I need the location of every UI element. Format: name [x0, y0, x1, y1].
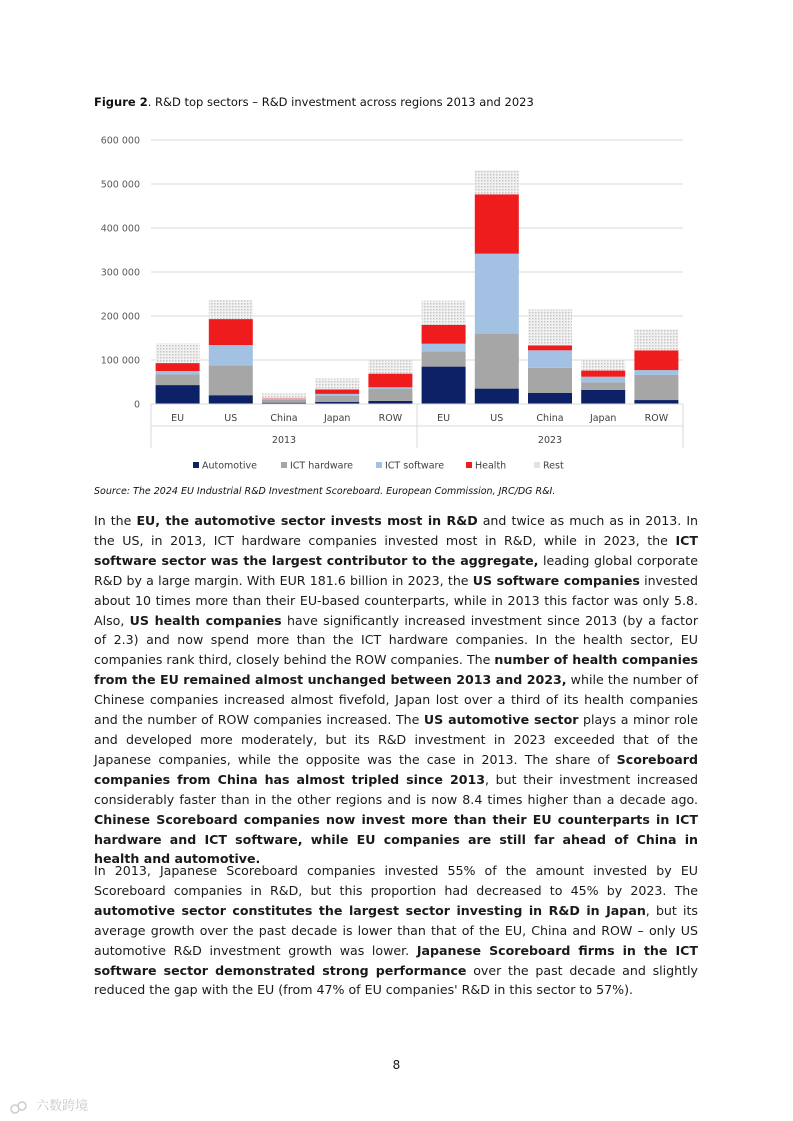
bar-segment-rest [315, 378, 359, 389]
legend-swatch [281, 462, 287, 468]
bar-segment-ict-software [368, 387, 412, 389]
bar-segment-ict-hardware [528, 368, 572, 393]
text-span: invested about 10 times more than their EU-based counterparts, while in 2013 this factor was only 5.8. Also, [94, 572, 698, 628]
y-tick-label: 600 000 [100, 135, 140, 147]
x-tick-label: China [270, 413, 298, 424]
x-group-label: 2013 [271, 435, 297, 446]
legend-label: ICT software [385, 460, 445, 472]
bar-segment-ict-software [581, 377, 625, 383]
bar-segment-ict-hardware [368, 389, 412, 401]
bar-segment-rest [262, 393, 306, 398]
bar-segment-ict-software [156, 371, 200, 375]
bar-segment-automotive [528, 393, 572, 404]
bar-segment-rest [475, 170, 519, 194]
bar-segment-ict-hardware [262, 400, 306, 403]
watermark [10, 1095, 88, 1114]
x-group-label: 2023 [537, 435, 563, 446]
figure-title [94, 95, 534, 109]
legend-label: Rest [543, 460, 564, 472]
x-tick-label: ROW [378, 413, 403, 424]
bar-segment-health [422, 325, 466, 344]
text-span: over the past decade and slightly reduced the gap with the EU (from 47% of EU companies' R&D in this sector to 57%). [94, 962, 698, 998]
x-tick-label: Japan [323, 413, 351, 424]
text-span: In the [94, 513, 137, 528]
bar-segment-rest [581, 359, 625, 371]
legend-swatch [376, 462, 382, 468]
y-tick-label: 400 000 [100, 223, 140, 235]
watermark-text: 六数跨境 [36, 1099, 89, 1114]
figure-caption: . R&D top sectors – R&D investment across regions 2013 and 2023 [147, 95, 534, 109]
bar-segment-ict-hardware [209, 365, 253, 395]
x-tick-label: EU [171, 413, 185, 424]
text-bold: automotive sector constitutes the largest sector investing in R&D in Japan [94, 902, 646, 918]
bar-segment-ict-software [262, 399, 306, 400]
text-span: , but its average growth over the past decade is lower than that of the EU, China and ROW – only US automotive R&D investment growth was lower. [94, 902, 698, 958]
text-bold: Japanese Scoreboard firms in the ICT software sector demonstrated strong performance [94, 942, 698, 978]
bar-segment-ict-hardware [315, 396, 359, 402]
paragraph-2 [94, 861, 698, 1000]
figure-label: Figure 2 [94, 95, 148, 109]
text-span: and twice as much as in 2013. In the US, in 2013, ICT hardware companies invested most in R&D, while in 2023, the [94, 513, 699, 548]
text-bold: Chinese Scoreboard companies now invest more than their EU counterparts in ICT hardware and ICT software, while EU companies are still far ahead of China in health and automotive. [94, 811, 698, 867]
bars [156, 170, 679, 404]
bar-segment-ict-software [528, 350, 572, 368]
legend-label: Automotive [202, 460, 257, 472]
text-span: plays a minor role and developed more moderately, but its R&D investment in 2023 exceeded that of the Japanese companies, while the opposite was the case in 2013. The share of [94, 712, 698, 767]
y-tick-label: 100 000 [100, 355, 140, 367]
bar-segment-health [209, 319, 253, 345]
legend-label: Health [475, 460, 507, 472]
bar-segment-automotive [209, 395, 253, 404]
bar-segment-ict-software [209, 345, 253, 365]
bar-segment-ict-software [634, 370, 678, 375]
y-tick-label: 200 000 [100, 311, 140, 323]
legend-swatch [193, 462, 199, 468]
text-span: , but their investment increased considerably faster than in the other regions and is now 8.4 times higher than a decade ago. [94, 771, 698, 807]
y-axis-ticks [101, 136, 140, 411]
bar-segment-ict-hardware [422, 351, 466, 366]
watermark-logo-icon [10, 1100, 32, 1114]
x-tick-label: China [536, 413, 564, 424]
bar-segment-rest [368, 360, 412, 373]
bar-segment-ict-hardware [581, 382, 625, 389]
text-span: leading global corporate R&D by a large margin. With EUR 181.6 billion in 2023, the [94, 552, 698, 588]
bar-segment-rest [634, 329, 678, 350]
bar-segment-health [581, 371, 625, 377]
bar-segment-rest [156, 343, 200, 363]
x-tick-label: ROW [644, 413, 669, 424]
text-bold: ICT software sector was the largest contributor to the aggregate, [94, 532, 698, 568]
bar-segment-health [368, 374, 412, 388]
bar-segment-ict-software [475, 254, 519, 334]
paragraph-1 [94, 511, 698, 869]
text-span: while the number of Chinese companies increased almost fivefold, Japan lost over a third of its health companies and the number of ROW companies increased. The [94, 672, 698, 728]
legend-label: ICT hardware [290, 460, 354, 472]
x-tick-label: EU [437, 413, 451, 424]
text-bold: US software companies [472, 572, 640, 588]
text-bold: EU, the automotive sector invests most in R&D [136, 513, 478, 528]
bar-segment-ict-hardware [475, 334, 519, 389]
page-number: 8 [392, 1058, 401, 1072]
text-bold: Scoreboard companies from China has almost tripled since 2013 [94, 751, 698, 787]
bar-segment-rest [422, 301, 466, 325]
bar-segment-ict-hardware [156, 375, 200, 386]
stacked-bar-chart [94, 126, 694, 482]
text-bold: US automotive sector [423, 712, 579, 728]
bar-segment-health [475, 194, 519, 253]
bar-segment-rest [528, 309, 572, 345]
bar-segment-rest [209, 300, 253, 319]
bar-segment-automotive [634, 400, 678, 404]
legend-swatch [534, 462, 540, 468]
figure-source: Source: The 2024 EU Industrial R&D Investment Scoreboard. European Commission, JRC/DG R&I. [94, 486, 556, 497]
y-tick-label: 500 000 [100, 179, 140, 191]
bar-segment-health [634, 350, 678, 370]
text-bold: number of health companies from the EU remained almost unchanged between 2013 and 2023, [94, 652, 698, 688]
bar-segment-automotive [156, 385, 200, 404]
bar-segment-ict-software [422, 344, 466, 351]
bar-segment-ict-software [315, 394, 359, 396]
bar-segment-health [315, 389, 359, 393]
bar-segment-automotive [475, 389, 519, 404]
bar-segment-health [528, 345, 572, 350]
text-span: have significantly increased investment since 2013 (by a factor of 2.3) and now spend more than the ICT hardware companies. In the health sector, EU companies rank third, closely behind the ROW companies. The [94, 612, 698, 668]
bar-segment-health [156, 363, 200, 371]
bar-segment-automotive [581, 390, 625, 404]
x-tick-label: US [224, 413, 238, 424]
bar-segment-ict-hardware [634, 375, 678, 400]
x-tick-label: US [490, 413, 504, 424]
legend-swatch [466, 462, 472, 468]
text-bold: US health companies [129, 612, 282, 628]
bar-segment-automotive [422, 367, 466, 404]
text-span: In 2013, Japanese Scoreboard companies invested 55% of the amount invested by EU Scoreboard companies in R&D, but this proportion had decreased to 45% by 2023. The [94, 863, 698, 898]
legend [193, 461, 564, 472]
x-tick-label: Japan [589, 413, 617, 424]
y-tick-label: 300 000 [100, 267, 140, 279]
x-axis [151, 404, 683, 448]
y-tick-label: 0 [133, 399, 140, 411]
